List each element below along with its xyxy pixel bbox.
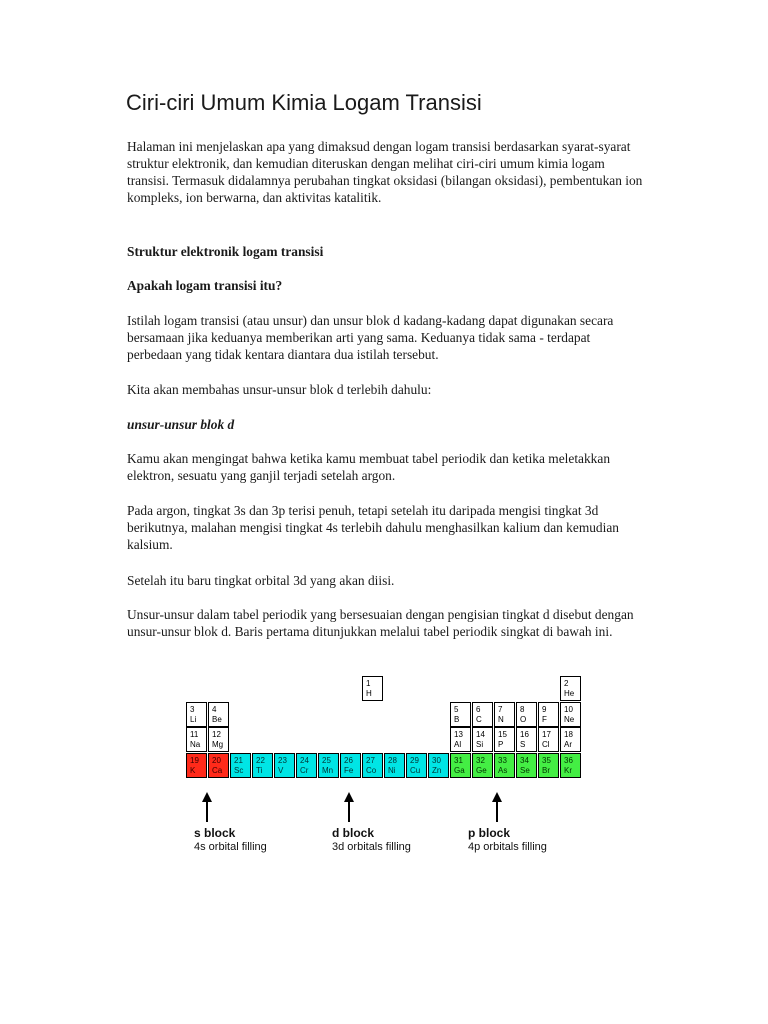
element-symbol: Co [366, 765, 377, 775]
d-block-label [332, 827, 411, 854]
paragraph-discuss: Kita akan membahas unsur-unsur blok d terlebih dahulu: [127, 382, 432, 397]
element-symbol: Br [542, 765, 550, 775]
element-number: 22 [256, 755, 265, 765]
element-cell [274, 753, 295, 778]
paragraph-after-3d: Setelah itu baru tingkat orbital 3d yang akan diisi. [127, 573, 395, 588]
element-cell [538, 727, 559, 752]
element-symbol: Li [190, 714, 197, 724]
element-cell [560, 702, 581, 727]
element-cell [494, 753, 515, 778]
element-number: 20 [212, 755, 221, 765]
element-symbol: Mn [322, 765, 334, 775]
element-symbol: Cr [300, 765, 309, 775]
paragraph-d-block-elements: Unsur-unsur dalam tabel periodik yang bersesuaian dengan pengisian tingkat d disebut dengan unsur-unsur blok d. Baris pertama ditunjukkan melalui tabel periodik singkat di bawah ini. [127, 607, 634, 639]
element-cell [516, 753, 537, 778]
element-cell [472, 702, 493, 727]
element-number: 2 [564, 679, 569, 688]
s-block-title: s block [194, 826, 236, 840]
element-symbol: Kr [564, 765, 572, 775]
element-number: 11 [190, 730, 199, 739]
element-symbol: N [498, 714, 504, 724]
element-symbol: Ge [476, 765, 487, 775]
element-cell [296, 753, 317, 778]
element-number: 32 [476, 755, 485, 765]
element-symbol: He [564, 689, 575, 698]
element-symbol: Se [520, 765, 530, 775]
p-block-label [468, 827, 547, 854]
element-cell [450, 702, 471, 727]
element-number: 19 [190, 755, 199, 765]
element-cell [318, 753, 339, 778]
element-cell [538, 753, 559, 778]
element-cell [406, 753, 427, 778]
element-cell [472, 727, 493, 752]
element-symbol: Al [454, 740, 462, 749]
element-cell [494, 727, 515, 752]
element-number: 7 [498, 704, 503, 714]
element-number: 21 [234, 755, 243, 765]
paragraph-remember: Kamu akan mengingat bahwa ketika kamu membuat tabel periodik dan ketika meletakkan elektron, sesuatu yang ganjil terjadi setelah argon. [127, 451, 611, 483]
element-cell [208, 702, 229, 727]
element-cell [472, 753, 493, 778]
s-block-label [194, 827, 267, 854]
element-number: 10 [564, 704, 573, 714]
element-number: 26 [344, 755, 353, 765]
element-cell [450, 753, 471, 778]
element-symbol: Cl [542, 740, 550, 749]
element-number: 3 [190, 704, 195, 714]
element-cell [252, 753, 273, 778]
element-cell [450, 727, 471, 752]
element-symbol: F [542, 714, 547, 724]
element-cell [362, 753, 383, 778]
element-cell [208, 727, 229, 752]
element-number: 16 [520, 730, 529, 739]
element-symbol: Ar [564, 740, 572, 749]
element-cell [428, 753, 449, 778]
element-symbol: P [498, 740, 504, 749]
element-symbol: V [278, 765, 284, 775]
element-number: 23 [278, 755, 287, 765]
element-cell [538, 702, 559, 727]
element-number: 25 [322, 755, 331, 765]
element-cell [384, 753, 405, 778]
element-cell [516, 727, 537, 752]
element-symbol: Mg [212, 740, 224, 749]
heading-electronic-structure: Struktur elektronik logam transisi [127, 244, 324, 259]
element-cell [560, 676, 581, 701]
element-symbol: Ca [212, 765, 223, 775]
element-symbol: Ti [256, 765, 263, 775]
element-number: 8 [520, 704, 525, 714]
element-number: 36 [564, 755, 573, 765]
element-symbol: Si [476, 740, 484, 749]
element-symbol: K [190, 765, 196, 775]
element-symbol: B [454, 714, 460, 724]
p-block-arrow [496, 800, 498, 822]
intro-paragraph: Halaman ini menjelaskan apa yang dimaksud dengan logam transisi berdasarkan syarat-syarat struktur elektronik, dan kemudian diteruskan dengan melihat ciri-ciri umum kimia logam transisi. Termasuk didalamnya perubahan tingkat oksidasi (bilangan oksidasi), pembentukan ion kompleks, ion berwarna, dan aktivitas katalitik. [127, 139, 643, 205]
element-cell [560, 753, 581, 778]
element-number: 15 [498, 730, 507, 739]
element-cell [560, 727, 581, 752]
element-cell [362, 676, 383, 701]
element-symbol: Fe [344, 765, 354, 775]
element-number: 5 [454, 704, 459, 714]
element-symbol: Sc [234, 765, 244, 775]
element-cell [186, 727, 207, 752]
element-symbol: C [476, 714, 482, 724]
element-number: 35 [542, 755, 551, 765]
element-symbol: Na [190, 740, 201, 749]
page-title: Ciri-ciri Umum Kimia Logam Transisi [126, 90, 482, 115]
p-block-title: p block [468, 826, 511, 840]
element-symbol: Be [212, 714, 222, 724]
d-block-arrow [348, 800, 350, 822]
element-number: 18 [564, 730, 573, 739]
element-cell [186, 702, 207, 727]
d-block-title: d block [332, 826, 375, 840]
element-cell [340, 753, 361, 778]
element-cell [516, 702, 537, 727]
element-cell [494, 702, 515, 727]
heading-what-is-transition-metal: Apakah logam transisi itu? [127, 278, 283, 293]
element-number: 24 [300, 755, 309, 765]
element-symbol: Ga [454, 765, 465, 775]
element-symbol: Ni [388, 765, 396, 775]
element-number: 33 [498, 755, 507, 765]
s-block-subtitle: 4s orbital filling [194, 841, 267, 853]
element-symbol: Ne [564, 714, 575, 724]
heading-d-block-elements: unsur-unsur blok d [127, 417, 235, 432]
element-symbol: As [498, 765, 508, 775]
element-symbol: Cu [410, 765, 421, 775]
element-number: 29 [410, 755, 419, 765]
p-block-subtitle: 4p orbitals filling [468, 841, 547, 853]
element-cell [186, 753, 207, 778]
element-number: 31 [454, 755, 463, 765]
paragraph-argon: Pada argon, tingkat 3s dan 3p terisi penuh, tetapi setelah itu daripada mengisi tingkat 3d berikutnya, malahan mengisi tingkat 4s terlebih dahulu menghasilkan kalium dan kemudian kalsium. [127, 503, 619, 552]
element-number: 14 [476, 730, 485, 739]
element-symbol: O [520, 714, 527, 724]
element-number: 13 [454, 730, 463, 739]
paragraph-terms: Istilah logam transisi (atau unsur) dan unsur blok d kadang-kadang dapat digunakan secara bersamaan jika keduanya memberikan arti yang sama. Keduanya tidak sama - terdapat perbedaan yang tidak kentara diantara dua istilah tersebut. [127, 313, 614, 362]
element-number: 1 [366, 679, 371, 688]
element-symbol: H [366, 689, 372, 698]
element-symbol: Zn [432, 765, 442, 775]
element-cell [230, 753, 251, 778]
element-number: 30 [432, 755, 441, 765]
element-number: 12 [212, 730, 221, 739]
element-number: 4 [212, 704, 217, 714]
element-number: 9 [542, 704, 547, 714]
element-number: 17 [542, 730, 551, 739]
element-number: 27 [366, 755, 375, 765]
element-number: 28 [388, 755, 397, 765]
s-block-arrow [206, 800, 208, 822]
element-cell [208, 753, 229, 778]
element-number: 6 [476, 704, 481, 714]
element-symbol: S [520, 740, 526, 749]
element-number: 34 [520, 755, 529, 765]
d-block-subtitle: 3d orbitals filling [332, 841, 411, 853]
